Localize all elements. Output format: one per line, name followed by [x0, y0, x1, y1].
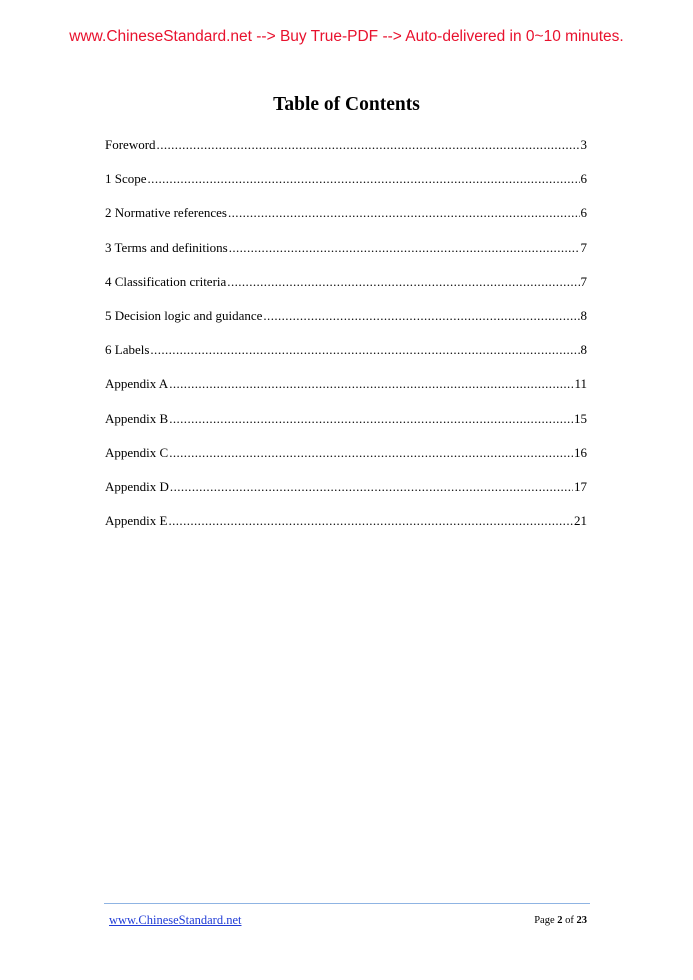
toc-dot-leader [168, 512, 573, 530]
toc-entry-label: Appendix E [105, 513, 168, 529]
toc-entry-label: 3 Terms and definitions [105, 239, 228, 255]
toc-entry-page: 17 [574, 478, 587, 494]
page-number-of: of [562, 915, 577, 926]
toc-entry-page: 16 [574, 444, 587, 460]
toc-entry-page: 6 [580, 171, 587, 187]
toc-dot-leader [169, 410, 573, 428]
toc-entry-label: 4 Classification criteria [105, 273, 227, 289]
toc-dot-leader [148, 170, 580, 188]
page-number-current: 2 [557, 915, 563, 926]
toc-entry-scope[interactable] [105, 170, 587, 204]
toc-entry-label: 2 Normative references [105, 205, 227, 221]
toc-dot-leader [227, 273, 579, 291]
toc-entry-terms-and-definitions[interactable] [105, 239, 587, 273]
table-of-contents [105, 136, 587, 546]
toc-dot-leader [169, 375, 573, 393]
toc-entry-appendix-d[interactable] [105, 478, 587, 512]
toc-entry-labels[interactable] [105, 341, 587, 375]
toc-entry-foreword[interactable] [105, 136, 587, 170]
toc-entry-label: 5 Decision logic and guidance [105, 307, 263, 323]
toc-entry-appendix-c[interactable] [105, 444, 587, 478]
footer-divider [104, 903, 590, 904]
toc-entry-label: Appendix C [105, 444, 169, 460]
toc-entry-decision-logic[interactable] [105, 307, 587, 341]
toc-entry-label: Foreword [105, 137, 156, 152]
toc-entry-page: 7 [580, 273, 587, 289]
toc-title: Table of Contents [273, 94, 420, 115]
toc-entry-page: 7 [580, 239, 587, 255]
toc-dot-leader [150, 341, 579, 359]
toc-entry-classification-criteria[interactable] [105, 273, 587, 307]
toc-dot-leader [263, 307, 579, 325]
page-number [534, 915, 587, 926]
toc-dot-leader [170, 478, 573, 496]
toc-entry-label: Appendix B [105, 410, 169, 426]
toc-entry-page: 6 [580, 205, 587, 221]
header-banner-link[interactable]: www.ChineseStandard.net --> Buy True-PDF --> Auto-delivered in 0~10 minutes. [69, 28, 624, 45]
toc-entry-label: 6 Labels [105, 342, 150, 358]
toc-entry-appendix-a[interactable] [105, 375, 587, 409]
toc-entry-page: 15 [574, 410, 587, 426]
toc-entry-label: Appendix D [105, 478, 169, 494]
toc-entry-page: 3 [580, 137, 587, 152]
toc-dot-leader [229, 239, 580, 257]
page-number-total: 23 [576, 915, 587, 926]
toc-entry-appendix-b[interactable] [105, 410, 587, 444]
toc-dot-leader [157, 136, 580, 154]
toc-entry-page: 11 [574, 376, 587, 392]
toc-entry-page: 21 [574, 513, 587, 529]
toc-entry-label: 1 Scope [105, 171, 147, 187]
page-number-prefix: Page [534, 915, 558, 926]
toc-entry-normative-references[interactable] [105, 204, 587, 238]
toc-entry-label: Appendix A [105, 376, 169, 392]
toc-entry-appendix-e[interactable] [105, 512, 587, 546]
toc-dot-leader [169, 444, 573, 462]
toc-entry-page: 8 [580, 307, 587, 323]
toc-dot-leader [228, 204, 580, 222]
toc-entry-page: 8 [580, 342, 587, 358]
footer-website-link[interactable]: www.ChineseStandard.net [109, 913, 242, 927]
